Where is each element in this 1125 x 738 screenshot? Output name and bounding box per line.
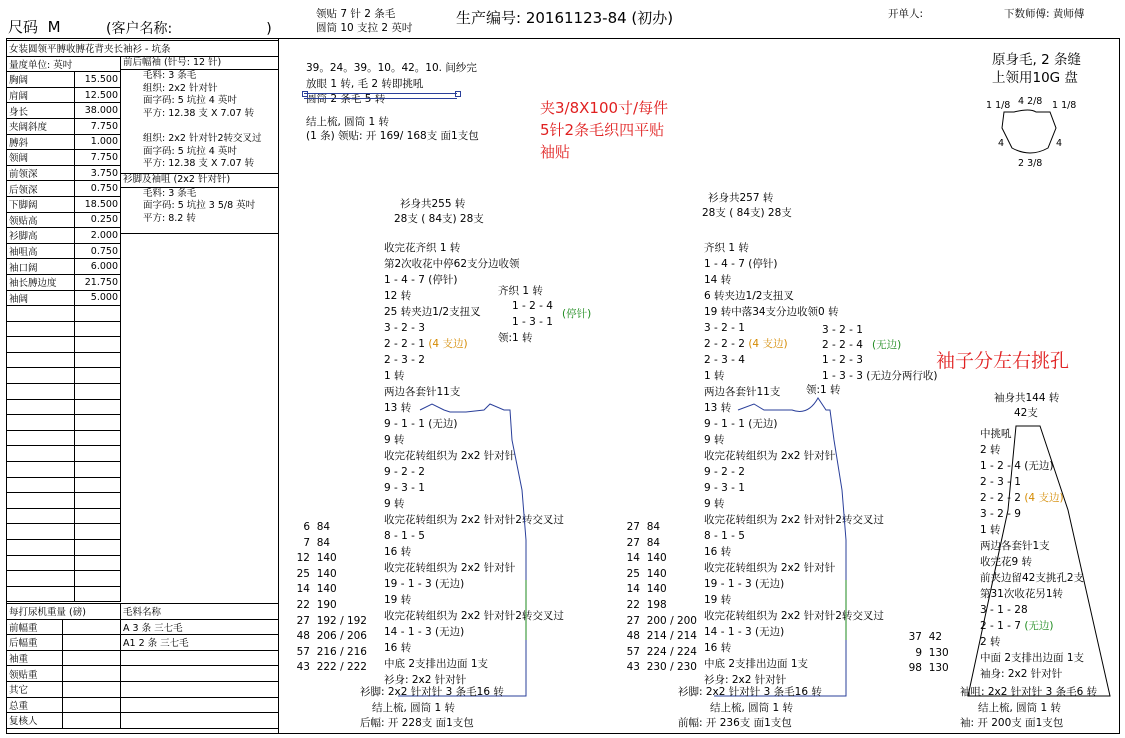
collar-line3: 圆筒 2 条毛 5 转 xyxy=(306,93,386,105)
knit-notes-cell xyxy=(121,56,279,306)
neck-label-bottom: 2 3/8 xyxy=(1018,158,1043,169)
count-row: 14 140 xyxy=(626,583,667,596)
front-no-edge: (无边) xyxy=(872,339,902,351)
back-stop-needle: (停针) xyxy=(562,308,592,320)
materials-table xyxy=(6,603,279,729)
spec-row: 袖口阔 6.000 xyxy=(7,259,279,275)
count-row: 37 42 xyxy=(908,631,943,643)
top-right-line2: 上领用10G 盘 xyxy=(992,70,1078,86)
neck-label-side-left: 4 xyxy=(998,138,1005,149)
spec-row: 袖咀高 0.750 xyxy=(7,243,279,259)
material-row: 领贴重 xyxy=(7,666,279,682)
count-row: 57 216 / 216 xyxy=(296,645,367,658)
front-open: 前幅: 开 236支 面1支包 xyxy=(678,717,792,729)
material-row: 袖重 xyxy=(7,650,279,666)
back-hem2: 结上梳, 圆筒 1 转 xyxy=(372,702,456,714)
collar-line4: 结上梳, 圆筒 1 转 xyxy=(306,116,390,128)
front-instructions: 齐织 1 转 1 - 4 - 7 (停针) 14 转 6 转夹边1/2支扭叉 19 转中落34支分边收领0 转 3 - 2 - 1 2 - 2 - 2 (4 支边) 2 - 3 - 4 1 转 两边各套针11支 13 转 9 - 1 - 1 (无边) 9 转 收完花转组织为 2x2 针对针 9 - 2 - 2 9 - 3 - 1 9 转 收完花转组织为 2x2 针对针2转交叉过 8 - 1 - 5 16 转 收完花转组织为 2x2 针对针 19 - 1 - 3 (无边) 19 转 收完花转组织为 2x2 针对针2转交叉过 14 - 1 - 3 (无边) 16 转 中底 2支排出边面 1支 衫身: 2x2 针对针 xyxy=(704,242,884,686)
customer-name-label: (客户名称: ) xyxy=(106,21,272,37)
count-row: 25 140 xyxy=(626,567,667,580)
spec-row: 夹阔斜度 7.750 xyxy=(7,118,279,134)
garment-title: 女装圆领平膊收膊花背夹长袖衫 - 坑条 xyxy=(7,41,279,57)
count-row: 98 130 xyxy=(908,662,949,675)
count-row: 57 224 / 224 xyxy=(626,645,697,658)
back-side-note-2: 1 - 2 - 4 xyxy=(512,300,553,312)
spec-row: 前领深 3.750 xyxy=(7,165,279,181)
top-right-line1: 原身毛, 2 条缝 xyxy=(992,52,1081,68)
count-row: 43 222 / 222 xyxy=(296,661,367,674)
handle-marker xyxy=(455,91,461,97)
back-count-table xyxy=(288,521,367,677)
sleeve-width: 42支 xyxy=(1014,407,1038,419)
spec-row: 领贴高 0.250 xyxy=(7,212,279,228)
count-row: 14 140 xyxy=(296,583,337,596)
knit-section1-title: 前后幅袖 (针号: 12 针) xyxy=(121,57,278,71)
count-row: 27 84 xyxy=(626,536,661,549)
back-side-note-1: 齐织 1 转 xyxy=(498,285,543,297)
sleeve-panel-outline xyxy=(960,420,1125,700)
count-row: 27 192 / 192 xyxy=(296,614,367,627)
sleeve-hem: 袖咀: 2x2 针对针 3 条毛6 转 xyxy=(960,686,1098,698)
size-label: 尺码 M xyxy=(8,18,61,36)
neck-label-right: 1 1/8 xyxy=(1052,100,1077,111)
front-width: 28支 ( 84支) 28支 xyxy=(702,207,792,219)
back-side-note-3: 1 - 3 - 1 xyxy=(512,316,553,328)
needle-spec-line1: 领贴 7 针 2 条毛 xyxy=(316,8,396,20)
spec-row: 肩阔 12.500 xyxy=(7,87,279,103)
count-row: 12 140 xyxy=(296,552,337,565)
material-row: 后幅重 A1 2 条 三七毛 xyxy=(7,635,279,651)
collar-line1: 39。24。39。10。42。10. 间纱完 xyxy=(306,62,477,74)
sleeve-instructions: 中挑吼 2 转 1 - 2 - 4 (无边) 2 - 3 - 1 2 - 2 - 2 (4 支边) 3 - 2 - 9 1 转 两边各套针1支 收完花9 转 前夹边留42支挑孔2支 第31次收花另1转 3 - 1 - 28 2 - 1 - 7 (无边) 2 转 中面 2支排出边面 1支 袖身: 2x2 针对针 xyxy=(980,428,1085,680)
spec-row: 膊斜 1.000 xyxy=(7,134,279,150)
sleeve-holes-note: 袖子分左右挑孔 xyxy=(936,350,1070,372)
material-row: 总重 xyxy=(7,697,279,713)
sleeve-four-edges-label: (4 支边) xyxy=(1024,492,1064,504)
count-row: 25 140 xyxy=(296,567,337,580)
neck-label-side-right: 4 xyxy=(1056,138,1063,149)
front-hem: 衫脚: 2x2 针对针 3 条毛16 转 xyxy=(678,686,822,698)
back-total: 衫身共255 转 xyxy=(400,198,466,210)
back-instructions: 收完花齐织 1 转 第2次收花中停62支分边收领 1 - 4 - 7 (停针) 12 转 25 转夹边1/2支扭叉 3 - 2 - 3 2 - 2 - 1 (4 支边) 2 - 3 - 2 1 转 两边各套针11支 13 转 9 - 1 - 1 (无边) 9 转 收完花转组织为 2x2 针对针 9 - 2 - 2 9 - 3 - 1 9 转 收完花转组织为 2x2 针对针2转交叉过 8 - 1 - 5 16 转 收完花转组织为 2x2 针对针 19 - 1 - 3 (无边) 19 转 收完花转组织为 2x2 针对针2转交叉过 14 - 1 - 3 (无边) 16 转 中底 2支排出边面 1支 衫身: 2x2 针对针 xyxy=(384,242,564,686)
knit-section2-lines: 毛料: 3 条毛 面字码: 5 坑拉 3 5/8 英吋 平方: 8.2 转 xyxy=(143,187,256,224)
spec-row: 领阔 7.750 xyxy=(7,150,279,166)
count-row: 48 214 / 214 xyxy=(626,630,697,643)
back-neck-note: 领:1 转 xyxy=(498,332,533,344)
spec-row: 下脚阔 18.500 xyxy=(7,196,279,212)
neck-label-left: 1 1/8 xyxy=(986,100,1011,111)
back-hem: 衫脚: 2x2 针对针 3 条毛16 转 xyxy=(360,686,504,698)
back-open: 后幅: 开 228支 面1支包 xyxy=(360,717,474,729)
count-row: 14 140 xyxy=(626,552,667,565)
front-side-note-3: 1 - 2 - 3 xyxy=(822,354,863,366)
knit-section2-title: 衫脚及袖咀 (2x2 针对针) xyxy=(121,173,278,188)
front-four-edges-label: (4 支边) xyxy=(748,338,788,350)
front-total: 衫身共257 转 xyxy=(708,192,774,204)
handle-marker xyxy=(302,91,308,97)
sleeve-hem2: 结上梳, 圆筒 1 转 xyxy=(978,702,1062,714)
sleeve-open: 袖: 开 200支 面1支包 xyxy=(960,717,1064,729)
sleeve-total: 袖身共144 转 xyxy=(994,392,1060,404)
front-side-note-4: 1 - 3 - 3 (无边分两行收) xyxy=(822,370,938,382)
spec-row: 身长 38.000 xyxy=(7,103,279,119)
four-edges-label: (4 支边) xyxy=(428,338,468,350)
back-width: 28支 ( 84支) 28支 xyxy=(394,213,484,225)
material-row: 前幅重 A 3 条 三七毛 xyxy=(7,619,279,635)
measurement-table xyxy=(6,40,279,602)
count-row: 9 130 xyxy=(915,646,949,659)
spec-row: 袖长膊边度 21.750 xyxy=(7,274,279,290)
weight-title: 每打尿机重量 (磅) xyxy=(7,604,121,620)
knit-section1-lines: 毛料: 3 条毛 组织: 2x2 针对针 面字码: 5 坑拉 4 英吋 平方: 12.38 支 X 7.07 转 组织: 2x2 针对针2转交叉过 面字码: 5 坑拉 4 英吋 平方: 12.38 支 X 7.07 转 xyxy=(143,70,262,170)
spec-row: 衫脚高 2.000 xyxy=(7,228,279,244)
red-note-3: 袖贴 xyxy=(540,143,571,161)
count-row: 22 190 xyxy=(296,598,337,611)
neck-label-top: 4 2/8 xyxy=(1018,96,1043,107)
spec-row: 后领深 0.750 xyxy=(7,181,279,197)
material-row: 其它 xyxy=(7,681,279,697)
count-row: 22 198 xyxy=(626,598,667,611)
red-note-1: 夹3/8X100寸/每件 xyxy=(540,99,669,117)
sleeve-no-edge: (无边) xyxy=(1024,620,1054,632)
front-panel-outline xyxy=(708,396,858,700)
sleeve-count-table xyxy=(904,631,964,678)
back-panel-outline xyxy=(390,400,535,700)
count-row: 6 84 xyxy=(303,521,331,533)
unit-label: 量度单位: 英吋 xyxy=(7,56,121,72)
spec-row: 胸阔 15.500 xyxy=(7,72,279,88)
front-hem2: 结上梳, 圆筒 1 转 xyxy=(710,702,794,714)
order-by: 开单人: xyxy=(888,8,924,20)
red-note-2: 5针2条毛织四平贴 xyxy=(540,121,665,139)
yarn-title: 毛料名称 xyxy=(121,604,279,620)
count-row: 48 206 / 206 xyxy=(296,630,367,643)
count-row: 27 84 xyxy=(626,521,661,533)
count-row: 7 84 xyxy=(303,536,331,549)
size-value: M xyxy=(47,18,61,36)
front-neck-note: 领:1 转 xyxy=(806,384,841,396)
spec-row: 袖阔 5.000 xyxy=(7,290,279,306)
needle-spec-line2: 圆筒 10 支拉 2 英吋 xyxy=(316,22,413,34)
count-row: 43 230 / 230 xyxy=(626,661,697,674)
collar-line5: (1 条) 领贴: 开 169/ 168支 面1支包 xyxy=(306,130,479,142)
collar-line2: 放眼 1 转, 毛 2 转即挑吼 xyxy=(306,78,424,90)
front-count-table xyxy=(618,521,698,677)
production-number: 生产编号: 20161123-84 (初办) xyxy=(456,9,674,27)
neckline-diagram xyxy=(990,108,1070,160)
front-side-note-2: 2 - 2 - 4 xyxy=(822,339,863,351)
front-side-note-1: 3 - 2 - 1 xyxy=(822,324,863,336)
material-row: 复核人 xyxy=(7,713,279,729)
lower-count-master: 下数师傅: 黄师傅 xyxy=(1004,8,1085,20)
count-row: 27 200 / 200 xyxy=(626,614,697,627)
collar-strip xyxy=(304,93,457,99)
